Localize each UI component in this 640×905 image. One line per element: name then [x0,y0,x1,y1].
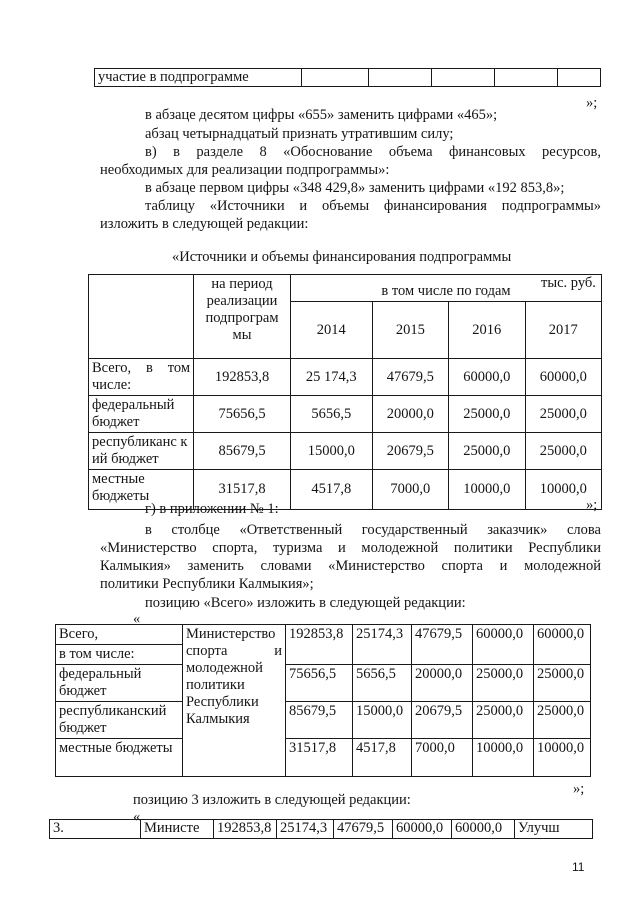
row-label: местные бюджеты [89,470,194,510]
position-3-table [49,819,593,839]
row-total: 192853,8 [194,359,291,396]
year-header: 2014 [291,302,373,359]
ministry-line: политики [186,677,245,693]
paragraph: изложить в следующей редакции: [100,216,309,232]
unit-label: тыс. руб. [541,275,596,291]
table-corner [89,275,194,359]
cell-value: 7000,0 [372,470,448,510]
ministry-cell [183,625,286,777]
top-row-cell: участие в подпрограмме [95,69,302,87]
ministry-line: молодежной [186,660,263,676]
cell-value: 192853,8 [214,820,277,839]
paragraph: необходимых для реализации подпрограммы»: [100,162,390,178]
cell-result: Улучш [515,820,593,839]
row-total: 31517,8 [194,470,291,510]
cell-value: 60000,0 [473,625,534,665]
cell-value: 25174,3 [353,625,412,665]
cell-value: 20000,0 [412,665,473,702]
cell-value: 25000,0 [449,433,525,470]
quote-open: « [133,809,141,825]
cell-ministry: Министе [141,820,214,839]
paragraph: г) в приложении № 1: [145,501,279,517]
paragraph: Калмыкия» заменить словами «Министерство спорта и молодежной [100,558,601,574]
quote-close: »; [586,497,598,513]
cell-value: 31517,8 [286,739,353,777]
cell-value: 60000,0 [449,359,525,396]
row-total: 75656,5 [194,396,291,433]
cell-value: 25 174,3 [291,359,373,396]
top-row-cell [432,69,495,87]
row-label: местные бюджеты [56,739,183,777]
quote-close: »; [586,95,598,111]
paragraph: в абзаце десятом цифры «655» заменить цифрами «465»; [145,107,498,123]
cell-value: 15000,0 [291,433,373,470]
top-row-cell [495,69,558,87]
ministry-line: Калмыкия [186,711,250,727]
paragraph: в столбце «Ответственный государственный заказчик» слова [145,522,601,538]
page-number: 11 [572,860,585,874]
row-label: Всего, в том числе: [89,359,194,396]
cell-value: 5656,5 [291,396,373,433]
year-header: 2016 [449,302,525,359]
financing-table [88,274,602,510]
cell-value: 10000,0 [473,739,534,777]
ministry-line: Министерство [186,626,276,642]
cell-value: 7000,0 [412,739,473,777]
header-years: в том числе по годам [291,275,602,302]
paragraph: позицию «Всего» изложить в следующей редакции: [145,595,466,611]
row-label: федеральный бюджет [56,665,183,702]
ministry-line: спорта и [186,643,282,659]
paragraph: абзац четырнадцатый признать утратившим силу; [145,126,454,142]
cell-value: 60000,0 [452,820,515,839]
paragraph: позицию 3 изложить в следующей редакции: [133,792,411,808]
total-position-table [55,624,591,777]
cell-value: 47679,5 [412,625,473,665]
cell-value: 60000,0 [393,820,452,839]
cell-value: 4517,8 [291,470,373,510]
cell-value: 5656,5 [353,665,412,702]
row-label: в том числе: [56,645,183,665]
year-header: 2017 [525,302,601,359]
top-row-cell [369,69,432,87]
cell-value: 25174,3 [277,820,334,839]
cell-value: 25000,0 [534,702,591,739]
cell-value: 25000,0 [525,433,601,470]
cell-value: 60000,0 [525,359,601,396]
cell-value: 10000,0 [534,739,591,777]
cell-position-number: 3. [50,820,141,839]
paragraph: в) в разделе 8 «Обоснование объема финансовых ресурсов, [145,144,601,160]
cell-value: 25000,0 [473,665,534,702]
row-label: республиканский бюджет [56,702,183,739]
cell-value: 85679,5 [286,702,353,739]
row-label: Всего, [56,625,183,645]
row-total: 85679,5 [194,433,291,470]
cell-value: 192853,8 [286,625,353,665]
paragraph: таблицу «Источники и объемы финансирования подпрограммы» [145,198,601,214]
cell-value: 15000,0 [353,702,412,739]
cell-value: 25000,0 [449,396,525,433]
cell-value: 10000,0 [525,470,601,510]
cell-value: 20679,5 [412,702,473,739]
header-period: на период реализации подпрограм мы [194,275,291,359]
ministry-line: Республики [186,694,259,710]
cell-value: 60000,0 [534,625,591,665]
top-table [94,68,601,87]
cell-value: 10000,0 [449,470,525,510]
top-row-cell [558,69,601,87]
cell-value: 75656,5 [286,665,353,702]
cell-value: 47679,5 [334,820,393,839]
paragraph: в абзаце первом цифры «348 429,8» заменить цифрами «192 853,8»; [145,180,565,196]
year-header: 2015 [372,302,448,359]
quote-close: »; [573,781,585,797]
top-row-cell [302,69,369,87]
cell-value: 20000,0 [372,396,448,433]
cell-value: 25000,0 [525,396,601,433]
cell-value: 47679,5 [372,359,448,396]
cell-value: 25000,0 [473,702,534,739]
quote-open: « [133,611,141,627]
cell-value: 20679,5 [372,433,448,470]
cell-value: 25000,0 [534,665,591,702]
paragraph: «Министерство спорта, туризма и молодежной политики Республики [100,540,601,556]
cell-value: 4517,8 [353,739,412,777]
table-title: «Источники и объемы финансирования подпрограммы [172,249,512,265]
row-label: федеральный бюджет [89,396,194,433]
row-label: республиканс кий бюджет [89,433,194,470]
paragraph: политики Республики Калмыкия»; [100,576,314,592]
